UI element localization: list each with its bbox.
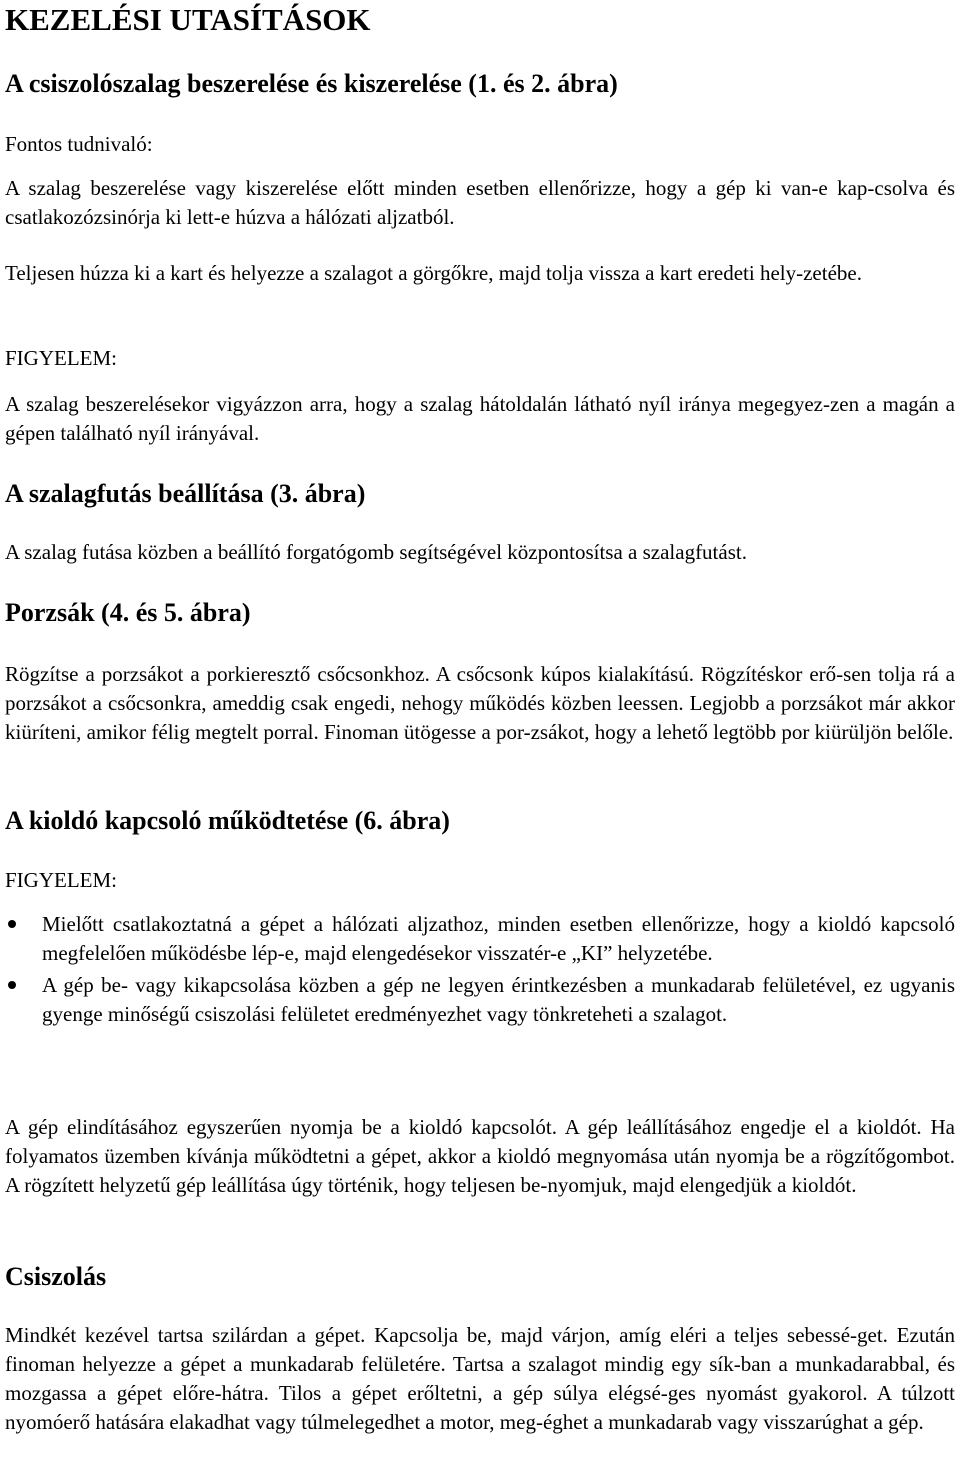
belt-tracking-text: A szalag futása közben a beállító forgatógomb segítségével központosítsa a szalagfutást. bbox=[5, 540, 747, 564]
section-heading-belt-tracking: A szalagfutás beállítása (3. ábra) bbox=[5, 479, 366, 508]
bullet-text: A gép be- vagy kikapcsolása közben a gép ne legyen érintkezésben a munkadarab felületével, ez ugyanis gyenge minőségű csiszolási felületet eredményezhet vagy tönkreteheti a szalagot. bbox=[42, 973, 955, 1026]
notice-label: Fontos tudnivaló: bbox=[5, 132, 153, 156]
warning-label-2: FIGYELEM: bbox=[5, 868, 117, 892]
bullet-text: Mielőtt csatlakoztatná a gépet a hálózati aljzathoz, minden esetben ellenőrizze, hogy a kioldó kapcsoló megfelelően működésbe lép-e, majd elengedésekor visszatér-e „KI” helyzetébe. bbox=[42, 912, 955, 965]
section-heading-sanding: Csiszolás bbox=[5, 1262, 107, 1291]
warning-text: A szalag beszerelésekor vigyázzon arra, hogy a szalag hátoldalán látható nyíl iránya megegyez-zen a magán a gépen található nyíl irányával. bbox=[5, 392, 955, 445]
section-heading-dust-bag: Porzsák (4. és 5. ábra) bbox=[5, 598, 251, 627]
section-heading-belt-installation: A csiszolószalag beszerelése és kiszerelése (1. és 2. ábra) bbox=[5, 69, 618, 98]
dust-bag-text: Rögzítse a porzsákot a porkieresztő csőcsonkhoz. A csőcsonk kúpos kialakítású. Rögzítéskor erő-sen tolja rá a porzsákot a csőcsonkra, ameddig csak engedi, nehogy működés közben leessen. Legjobb a porzsákot már akkor kiüríteni, amikor félig megtelt porral. Finoman ütögesse a por-zsákot, hogy a lehető legtöbb por kiürüljön belőle. bbox=[5, 662, 955, 744]
sanding-text: Mindkét kezével tartsa szilárdan a gépet. Kapcsolja be, majd várjon, amíg eléri a teljes sebessé-get. Ezután finoman helyezze a gépet a munkadarab felületére. Tartsa a szalagot mindig egy sík-ban a munkadarabbal, és mozgassa a gépet előre-hátra. Tilos a gépet erőltetni, a gép súlya elégsé-ges nyomást gyakorol. A túlzott nyomóerő hatására elakadhat vagy túlmelegedhet a motor, meg-éghet a munkadarab vagy visszarúghat a gép. bbox=[5, 1323, 955, 1434]
bullet-icon bbox=[8, 981, 16, 989]
section-heading-trigger-switch: A kioldó kapcsoló működtetése (6. ábra) bbox=[5, 806, 450, 835]
bullet-icon bbox=[8, 920, 16, 928]
warning-bullet-item bbox=[5, 910, 955, 968]
instruction-text: Teljesen húzza ki a kart és helyezze a szalagot a görgőkre, majd tolja vissza a kart eredeti hely-zetébe. bbox=[5, 261, 862, 285]
trigger-switch-text: A gép elindításához egyszerűen nyomja be a kioldó kapcsolót. A gép leállításához engedje el a kioldót. Ha folyamatos üzemben kívánja működtetni a gépet, akkor a kioldó megnyomása után nyomja be a rögzítőgombot. A rögzített helyzetű gép leállítása úgy történik, hogy teljesen be-nyomjuk, majd elengedjük a kioldót. bbox=[5, 1115, 955, 1197]
warning-label: FIGYELEM: bbox=[5, 346, 117, 370]
page-title: KEZELÉSI UTASÍTÁSOK bbox=[5, 2, 371, 37]
warning-bullet-list bbox=[5, 910, 955, 1029]
warning-bullet-item bbox=[5, 971, 955, 1029]
notice-text: A szalag beszerelése vagy kiszerelése előtt minden esetben ellenőrizze, hogy a gép ki van-e kap-csolva és csatlakozózsinórja ki lett-e húzva a hálózati aljzatból. bbox=[5, 176, 955, 229]
